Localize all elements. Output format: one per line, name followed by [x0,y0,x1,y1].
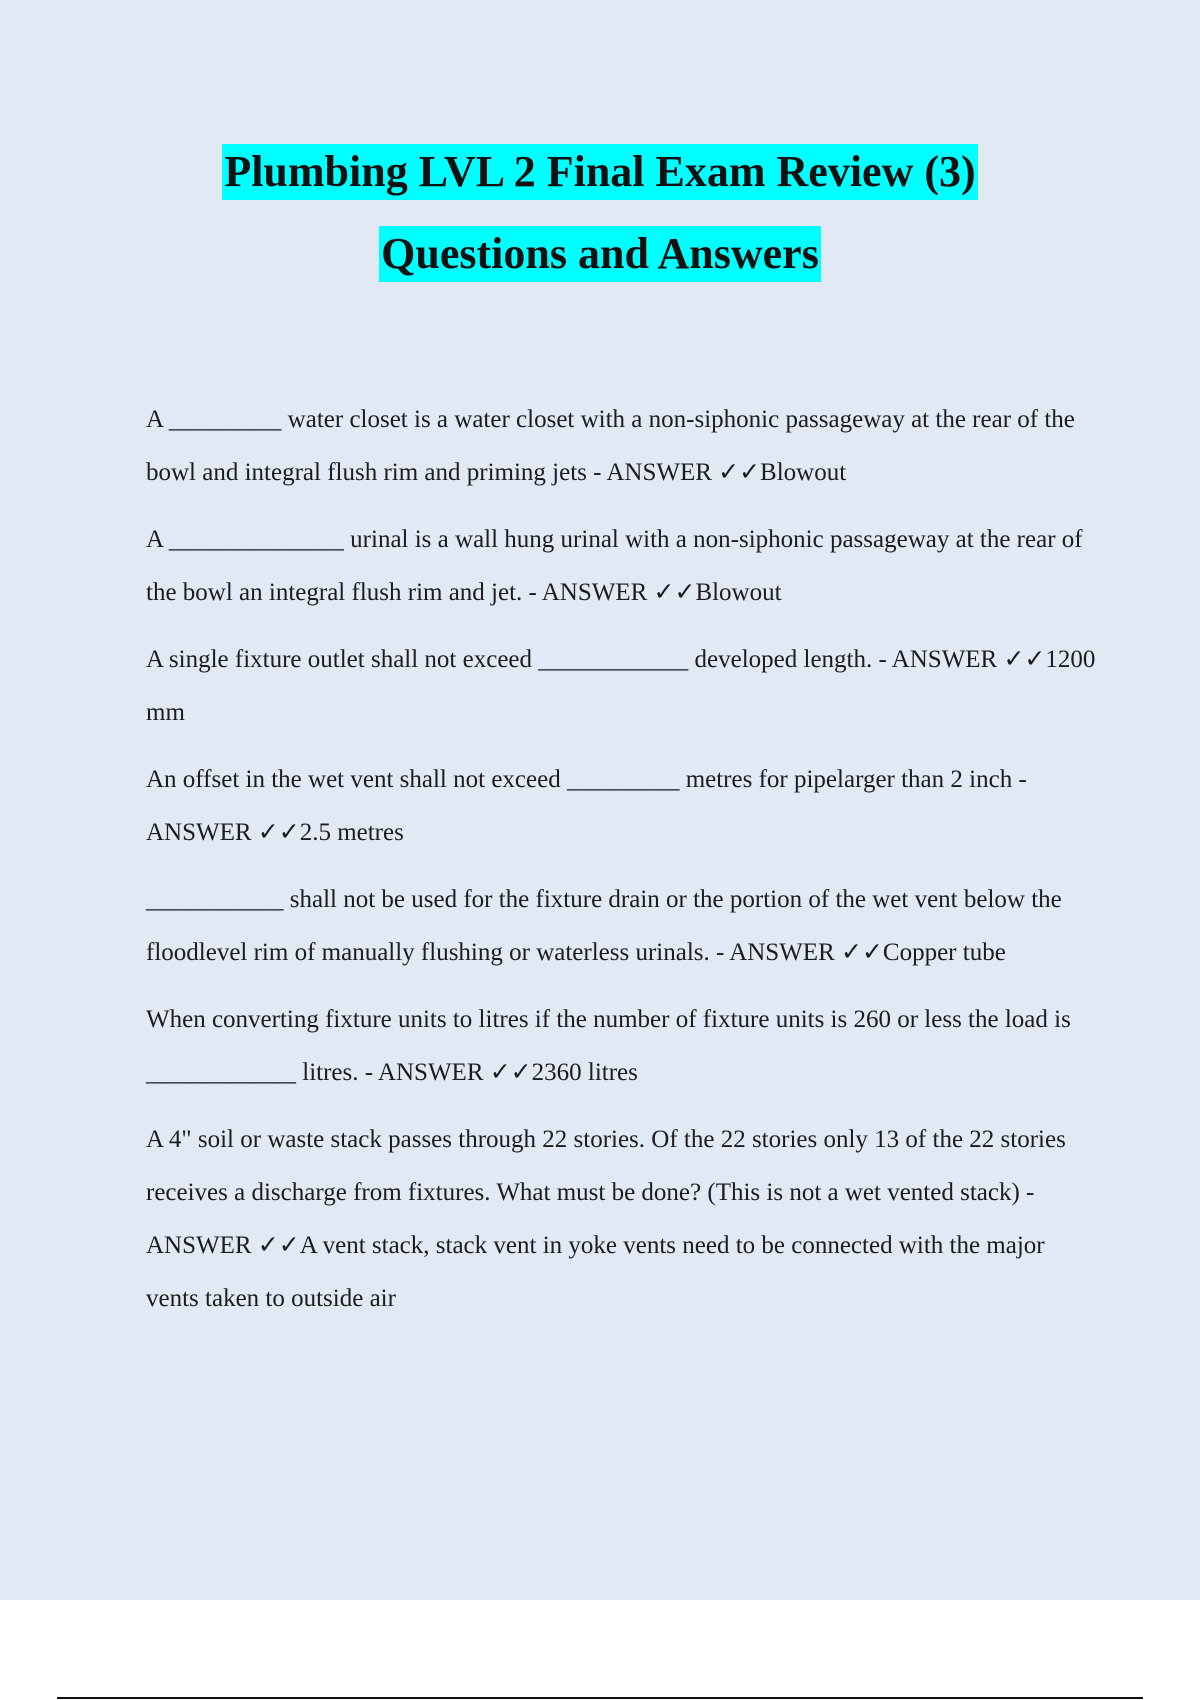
qa-item-2: A ______________ urinal is a wall hung urinal with a non-siphonic passageway at the rear of the bowl an integral flush rim and jet. - ANSWER ✓✓Blowout [146,526,1083,606]
footer-divider [57,1697,1143,1699]
question-list [146,393,1096,1339]
qa-item-3: A single fixture outlet shall not exceed ____________ developed length. - ANSWER ✓✓1200 mm [146,646,1096,726]
qa-item-7: A 4" soil or waste stack passes through 22 stories. Of the 22 stories only 13 of the 22 stories receives a discharge from fixtures. What must be done? (This is not a wet vented stack) - ANSWER ✓✓A vent stack, stack vent in yoke vents need to be connected with the major vents taken to outside air [146,1126,1066,1312]
document-title [0,144,1200,282]
qa-item-4: An offset in the wet vent shall not exceed _________ metres for pipelarger than 2 inch - ANSWER ✓✓2.5 metres [146,766,1027,846]
title-line-2: Questions and Answers [379,226,821,282]
qa-item-5: ___________ shall not be used for the fixture drain or the portion of the wet vent below the floodlevel rim of manually flushing or waterless urinals. - ANSWER ✓✓Copper tube [146,886,1062,966]
qa-item-1: A _________ water closet is a water closet with a non-siphonic passageway at the rear of the bowl and integral flush rim and priming jets - ANSWER ✓✓Blowout [146,406,1075,486]
title-line-1: Plumbing LVL 2 Final Exam Review (3) [222,144,977,200]
qa-item-6: When converting fixture units to litres if the number of fixture units is 260 or less the load is ____________ litres. - ANSWER ✓✓2360 litres [146,1006,1071,1086]
